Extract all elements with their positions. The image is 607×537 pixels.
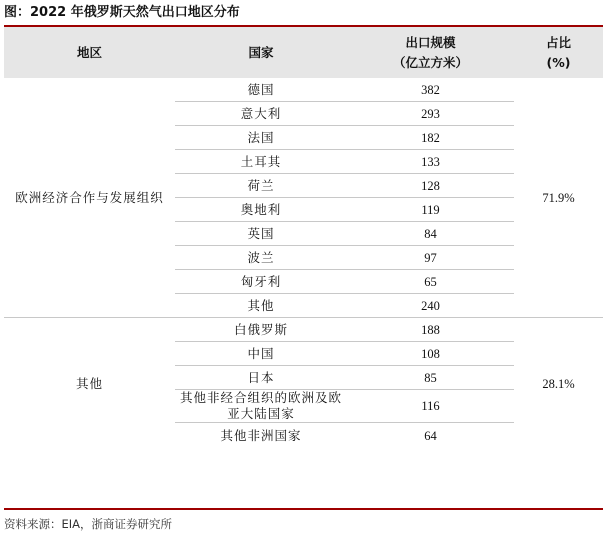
bottom-rule [4, 508, 603, 510]
value-cell: 85 [347, 366, 514, 390]
value-cell: 240 [421, 298, 440, 313]
country-line1: 其他非经合组织的欧洲及欧 [179, 390, 342, 405]
value-cell: 119 [347, 198, 514, 222]
country-cell: 英国 [175, 222, 347, 246]
country-line2: 亚大陆国家 [227, 406, 295, 421]
value-cell: 64 [424, 429, 437, 443]
country-cell: 中国 [175, 342, 347, 366]
value-cell: 65 [347, 270, 514, 294]
country-cell: 德国 [175, 78, 347, 102]
country-cell: 匈牙利 [175, 270, 347, 294]
country-cell: 日本 [175, 366, 347, 390]
value-cell: 188 [347, 318, 514, 342]
value-cell: 382 [347, 78, 514, 102]
country-cell: 白俄罗斯 [175, 318, 347, 342]
value-cell: 293 [347, 102, 514, 126]
country-cell: 其他非洲国家 [220, 428, 302, 443]
share-cell: 71.9% [542, 190, 575, 205]
header-export-line1: 出口规模 [405, 34, 456, 50]
export-table [4, 27, 603, 449]
country-cell: 荷兰 [175, 174, 347, 198]
header-share-line2: (%) [546, 54, 571, 70]
source-note: 资料来源：EIA，浙商证券研究所 [4, 517, 173, 531]
value-cell: 108 [347, 342, 514, 366]
country-cell [175, 390, 347, 423]
figure-title: 图：2022 年俄罗斯天然气出口地区分布 [4, 5, 240, 20]
country-cell: 土耳其 [175, 150, 347, 174]
value-cell: 84 [347, 222, 514, 246]
region-cell: 欧洲经济合作与发展组织 [15, 189, 164, 205]
header-row [4, 27, 603, 78]
value-cell: 128 [347, 174, 514, 198]
header-share-line1: 占比 [545, 34, 571, 50]
share-cell: 28.1% [514, 318, 603, 450]
country-cell: 其他 [247, 297, 275, 313]
header-region: 地区 [4, 27, 175, 78]
table-row [4, 78, 603, 102]
value-cell: 97 [347, 246, 514, 270]
value-cell: 133 [347, 150, 514, 174]
header-export-line2: （亿立方米） [392, 54, 468, 70]
country-cell: 波兰 [175, 246, 347, 270]
value-cell: 116 [347, 390, 514, 423]
region-cell: 其他 [4, 318, 175, 450]
country-cell: 意大利 [175, 102, 347, 126]
table-row [4, 318, 603, 342]
header-export-volume [347, 27, 514, 78]
country-cell: 奥地利 [175, 198, 347, 222]
header-share [514, 27, 603, 78]
header-country: 国家 [175, 27, 347, 78]
value-cell: 182 [347, 126, 514, 150]
country-cell: 法国 [175, 126, 347, 150]
